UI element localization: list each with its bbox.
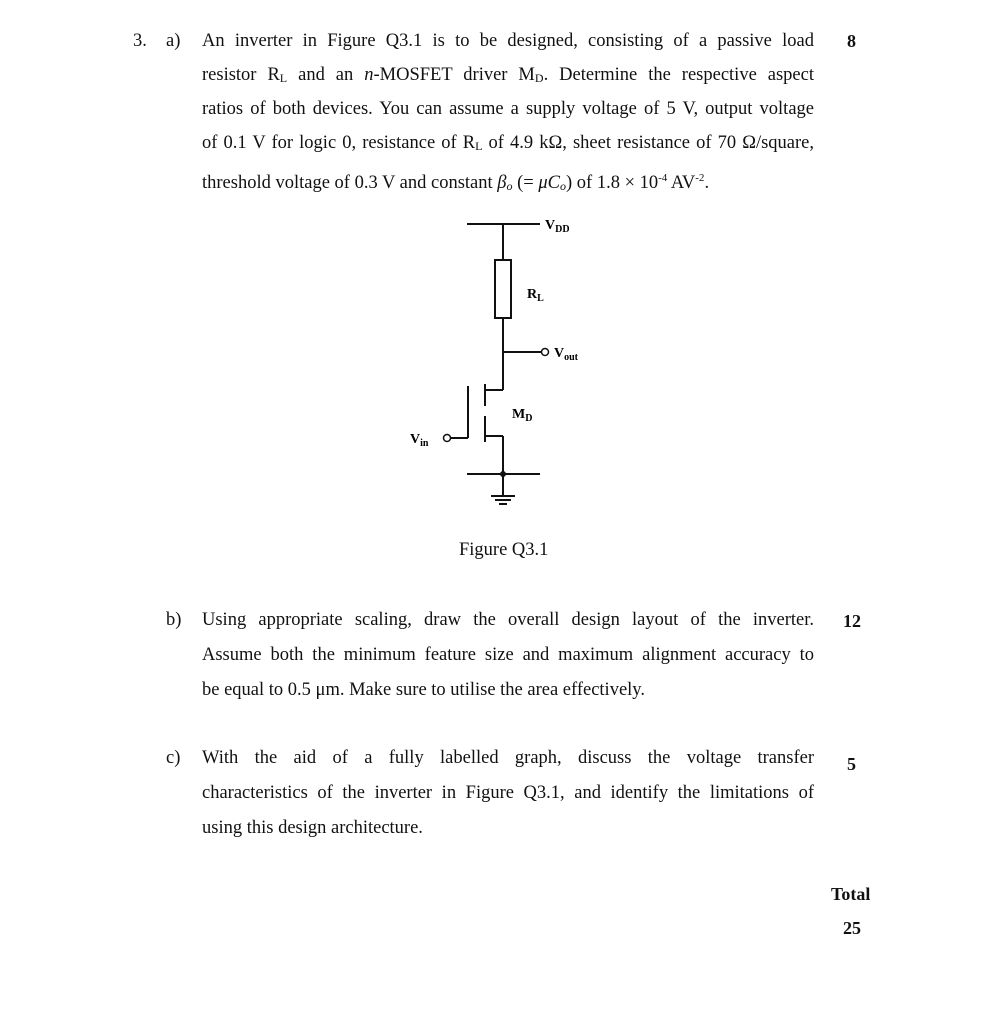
part-a-line-4: of 0.1 V for logic 0, resistance of $R_L$ of 4.9 kΩ, sheet resistance of 70 Ω/square, [202, 133, 814, 153]
part-b-label: b) [166, 610, 182, 630]
total-label: Total [831, 884, 871, 904]
vin-terminal [444, 435, 451, 442]
part-a-line-2: resistor $R_L$ and an n-MOSFET driver $M_D$. Determine the respective aspect [202, 65, 814, 85]
part-c-line-2: characteristics of the inverter in Figure Q3.1, and identify the limitations of [202, 783, 814, 803]
part-b-line-2: Assume both the minimum feature size and maximum alignment accuracy to [202, 645, 814, 665]
total-value: 25 [843, 918, 861, 938]
part-b-line-3: be equal to 0.5 μm. Make sure to utilise the area effectively. [202, 680, 645, 700]
part-c-label: c) [166, 748, 181, 768]
vout-terminal [542, 349, 549, 356]
vin-label: $V_{in}$ [410, 432, 429, 449]
vdd-label: $V_{DD}$ [545, 218, 570, 235]
question-number: 3. [133, 31, 147, 51]
load-resistor [495, 260, 511, 318]
part-a-line-3: ratios of both devices. You can assume a supply voltage of 5 V, output voltage [202, 99, 814, 119]
vout-label: $V_{out}$ [554, 346, 579, 363]
part-a-label: a) [166, 31, 181, 51]
ground-node-dot [500, 471, 506, 477]
part-c-marks: 5 [847, 754, 856, 774]
rl-label: $R_L$ [527, 287, 544, 304]
part-c-line-3: using this design architecture. [202, 818, 423, 838]
part-b-marks: 12 [843, 611, 861, 631]
figure-caption: Figure Q3.1 [459, 540, 549, 560]
part-b-line-1: Using appropriate scaling, draw the overall design layout of the inverter. [202, 610, 814, 630]
part-a-marks: 8 [847, 31, 856, 51]
part-a-line-1: An inverter in Figure Q3.1 is to be designed, consisting of a passive load [202, 31, 814, 51]
md-label: $M_D$ [512, 407, 533, 424]
part-a-line-5: threshold voltage of 0.3 V and constant $\beta_o$ (= $\mu C_o$) of $1.8 \times 10^{-4}$ $AV^{-2}$. [202, 172, 710, 193]
part-c-line-1: With the aid of a fully labelled graph, discuss the voltage transfer [202, 748, 814, 768]
